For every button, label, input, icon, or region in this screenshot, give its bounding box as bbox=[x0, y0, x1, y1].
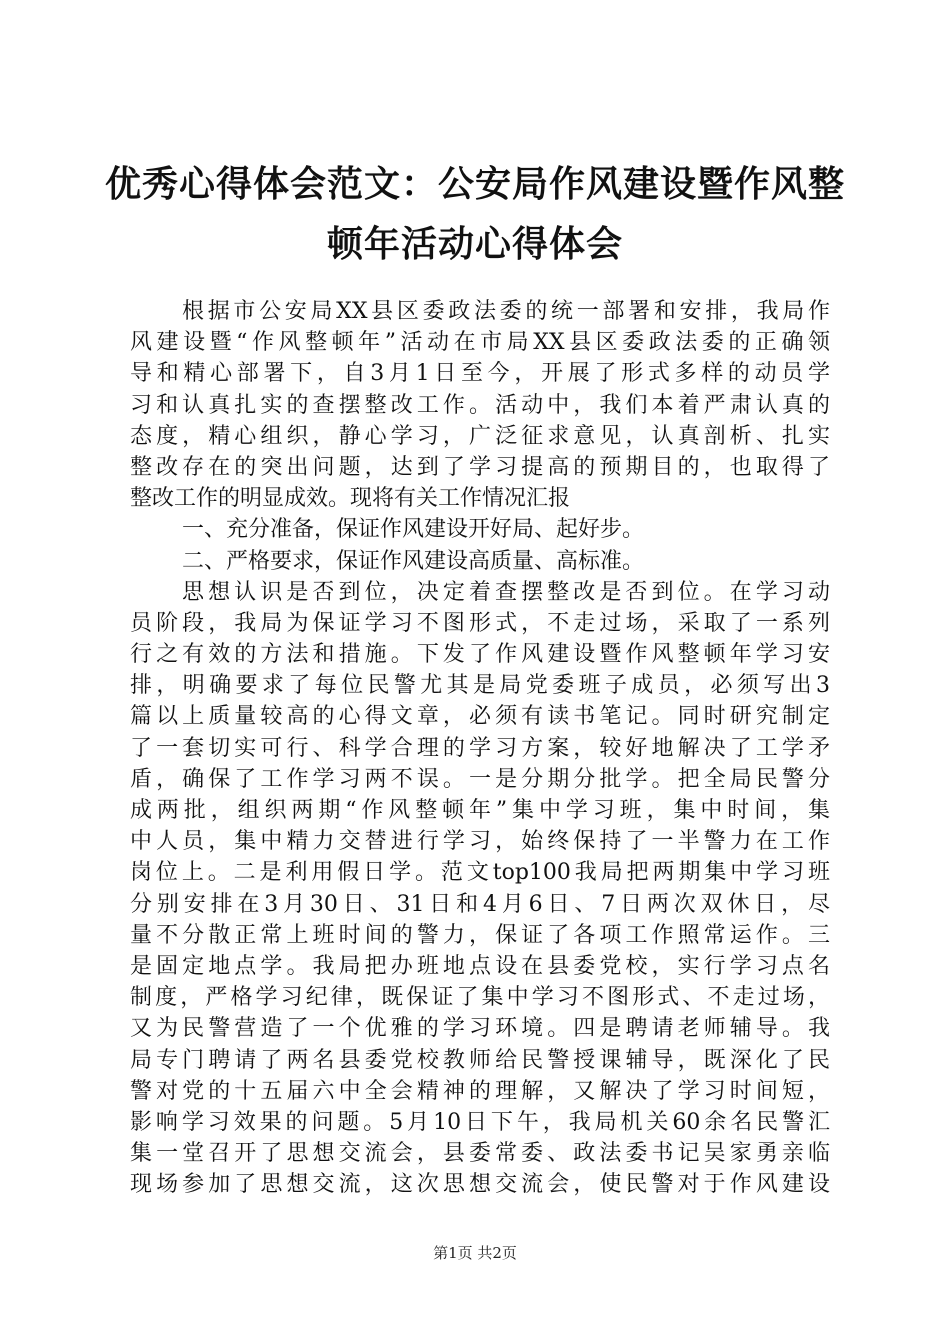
section-heading: 一、充分准备，保证作风建设开好局、起好步。 bbox=[182, 517, 645, 543]
body-line: 是固定地点学。我局把办班地点设在县委党校，实行学习点名 bbox=[130, 953, 830, 979]
body-line: 中人员，集中精力交替进行学习，始终保持了一半警力在工作 bbox=[130, 829, 830, 855]
body-line: 集一堂召开了思想交流会，县委常委、政法委书记吴家勇亲临 bbox=[130, 1141, 830, 1167]
body-line: 成两批，组织两期“作风整顿年”集中学习班，集中时间，集 bbox=[130, 798, 830, 823]
body-line: 盾，确保了工作学习两不误。一是分期分批学。把全局民警分 bbox=[130, 766, 830, 792]
body-line: 思想认识是否到位，决定着查摆整改是否到位。在学习动 bbox=[182, 579, 830, 605]
body-line: 现场参加了思想交流，这次思想交流会，使民警对于作风建设 bbox=[130, 1172, 830, 1198]
body-line: 制度，严格学习纪律，既保证了集中学习不图形式、不走过场， bbox=[130, 985, 830, 1011]
body-line: 局专门聘请了两名县委党校教师给民警授课辅导，既深化了民 bbox=[130, 1047, 830, 1073]
body-line: 行之有效的方法和措施。下发了作风建设暨作风整顿年学习安 bbox=[130, 642, 830, 668]
body-line: 导和精心部署下，自3月1日至今，开展了形式多样的动员学 bbox=[130, 361, 830, 387]
body-line: 了一套切实可行、科学合理的学习方案，较好地解决了工学矛 bbox=[130, 735, 830, 761]
body-line: 根据市公安局XX县区委政法委的统一部署和安排，我局作 bbox=[182, 299, 830, 324]
body-line: 篇以上质量较高的心得文章，必须有读书笔记。同时研究制定 bbox=[130, 704, 830, 730]
body-line: 又为民警营造了一个优雅的学习环境。四是聘请老师辅导。我 bbox=[130, 1016, 830, 1042]
document-title-line-1: 优秀心得体会范文：公安局作风建设暨作风整 bbox=[104, 163, 845, 205]
body-line: 排，明确要求了每位民警尤其是局党委班子成员，必须写出3 bbox=[130, 673, 830, 699]
body-line: 风建设暨“作风整顿年”活动在市局XX县区委政法委的正确领 bbox=[130, 330, 830, 356]
body-line: 整改工作的明显成效。现将有关工作情况汇报 bbox=[130, 486, 571, 512]
section-heading: 二、严格要求，保证作风建设高质量、高标准。 bbox=[182, 548, 645, 574]
body-line: 量不分散正常上班时间的警力，保证了各项工作照常运作。三 bbox=[130, 922, 830, 948]
document-body bbox=[130, 296, 830, 1200]
body-line: 态度，精心组织，静心学习，广泛征求意见，认真剖析、扎实 bbox=[130, 423, 830, 449]
body-line: 习和认真扎实的查摆整改工作。活动中，我们本着严肃认真的 bbox=[130, 392, 830, 418]
body-line: 影响学习效果的问题。5月10日下午，我局机关60余名民警汇 bbox=[130, 1109, 830, 1135]
document-title-line-2: 顿年活动心得体会 bbox=[326, 223, 623, 265]
body-line: 员阶段，我局为保证学习不图形式，不走过场，采取了一系列 bbox=[130, 610, 830, 636]
page-number-footer: 第1页 共2页 bbox=[433, 1244, 517, 1262]
body-line: 岗位上。二是利用假日学。范文top100我局把两期集中学习班 bbox=[130, 860, 830, 886]
body-line: 整改存在的突出问题，达到了学习提高的预期目的，也取得了 bbox=[130, 454, 830, 480]
body-line: 分别安排在3月30日、31日和4月6日、7日两次双休日，尽 bbox=[130, 891, 830, 917]
body-line: 警对党的十五届六中全会精神的理解，又解决了学习时间短， bbox=[130, 1078, 830, 1104]
